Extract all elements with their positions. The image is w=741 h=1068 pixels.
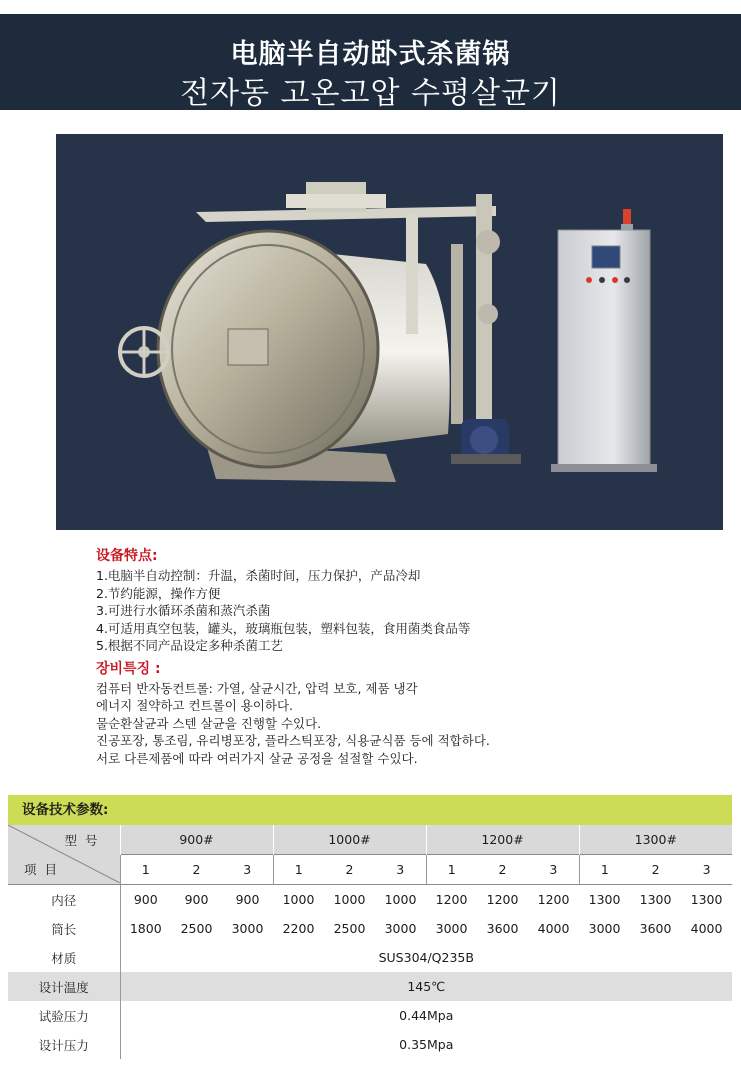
corner-cell <box>8 825 120 885</box>
model-header-row <box>8 825 732 855</box>
table-cell: 900 <box>184 892 209 907</box>
features-section <box>96 545 716 767</box>
sub-index: 3 <box>375 855 426 885</box>
table-cell: 3000 <box>588 921 621 936</box>
table-row-design-temperature <box>8 972 732 1001</box>
table-cell: 2200 <box>282 921 315 936</box>
feature-item-cn: 4.可适用真空包装，罐头，玻璃瓶包装，塑料包装，食用菌类食品等 <box>96 620 471 636</box>
row-label: 筒长 <box>51 921 77 937</box>
sub-index: 2 <box>477 855 528 885</box>
table-cell: 1200 <box>486 892 519 907</box>
table-cell: 1200 <box>435 892 468 907</box>
model-header: 1000# <box>273 825 426 855</box>
table-cell: 1800 <box>120 914 171 943</box>
feature-item-kr: 진공포장, 통조림, 유리병포장, 플라스틱포장, 식용균식품 등에 적합하다. <box>96 733 490 748</box>
feature-item-kr: 물순환살균과 스텐 살균을 진행할 수있다. <box>96 715 322 731</box>
feature-item-kr: 서로 다른제품에 따라 여러가지 살균 공정을 설절할 수있다. <box>96 750 418 766</box>
feature-item-cn: 2.节约能源，操作方便 <box>96 585 221 601</box>
sub-index: 2 <box>171 855 222 885</box>
specs-title: 设备技术参数: <box>8 795 732 825</box>
table-cell: 2500 <box>180 921 213 936</box>
features-heading-chinese: 设备特点: <box>96 548 158 564</box>
table-cell: 1000 <box>384 892 417 907</box>
corner-label-item: 项目 <box>24 862 66 877</box>
feature-item-kr: 에너지 절약하고 컨트롤이 용이하다. <box>96 698 294 713</box>
page-header <box>0 14 741 110</box>
row-label: 试验压力 <box>38 1008 89 1024</box>
table-cell: 1300 <box>690 892 723 907</box>
sub-index: 1 <box>426 855 477 885</box>
table-cell: 3000 <box>435 921 468 936</box>
table-row-inner-diameter <box>8 885 732 915</box>
row-label: 材质 <box>51 950 77 966</box>
table-cell: SUS304/Q235B <box>120 943 732 972</box>
table-cell: 900 <box>235 892 260 907</box>
sub-index: 1 <box>579 855 630 885</box>
table-cell: 1000 <box>282 892 315 907</box>
title-korean: 전자동 고온고압 수평살균기 <box>180 76 561 111</box>
features-heading-korean: 장비특징 : <box>96 660 161 677</box>
product-photo <box>56 134 723 530</box>
specs-section <box>8 795 732 1059</box>
feature-item-cn: 1.电脑半自动控制：升温，杀菌时间，压力保护，产品冷却 <box>96 568 421 583</box>
feature-item-cn: 3.可进行水循环杀菌和蒸汽杀菌 <box>96 603 271 618</box>
table-cell: 3600 <box>486 921 519 936</box>
table-row-material <box>8 943 732 972</box>
sub-index: 3 <box>681 855 732 885</box>
table-cell: 3000 <box>384 921 417 936</box>
row-label: 设计压力 <box>38 1037 89 1053</box>
table-cell: 0.35Mpa <box>120 1030 732 1059</box>
table-row-test-pressure <box>8 1001 732 1030</box>
sterilizer-illustration <box>56 134 723 530</box>
sub-index: 2 <box>630 855 681 885</box>
sub-index: 1 <box>120 855 171 885</box>
row-label: 内径 <box>51 892 77 908</box>
table-cell: 3000 <box>231 921 264 936</box>
table-cell: 3600 <box>639 921 672 936</box>
table-cell: 1300 <box>639 892 672 907</box>
model-header: 1300# <box>579 825 732 855</box>
table-cell: 2500 <box>333 921 366 936</box>
table-row-length <box>8 914 732 943</box>
table-cell: 145℃ <box>120 972 732 1001</box>
table-cell: 1300 <box>588 892 621 907</box>
corner-label-model: 型号 <box>64 833 106 848</box>
specs-table <box>8 825 732 1059</box>
table-cell: 4000 <box>690 921 723 936</box>
feature-item-kr: 컴퓨터 반자동컨트롤: 가열, 살균시간, 압력 보호, 제품 냉각 <box>96 680 418 696</box>
model-header: 900# <box>120 825 273 855</box>
title-chinese: 电脑半自动卧式杀菌锅 <box>230 39 511 70</box>
sub-index: 2 <box>324 855 375 885</box>
row-label: 设计温度 <box>8 972 120 1001</box>
table-row-design-pressure <box>8 1030 732 1059</box>
table-cell: 1000 <box>333 892 366 907</box>
model-header: 1200# <box>426 825 579 855</box>
feature-item-cn: 5.根据不同产品设定多种杀菌工艺 <box>96 638 283 653</box>
table-cell: 4000 <box>537 921 570 936</box>
sub-index: 1 <box>273 855 324 885</box>
sub-index: 3 <box>528 855 579 885</box>
table-cell: 900 <box>120 885 171 915</box>
sub-index: 3 <box>222 855 273 885</box>
table-cell: 0.44Mpa <box>120 1001 732 1030</box>
table-cell: 1200 <box>537 892 570 907</box>
